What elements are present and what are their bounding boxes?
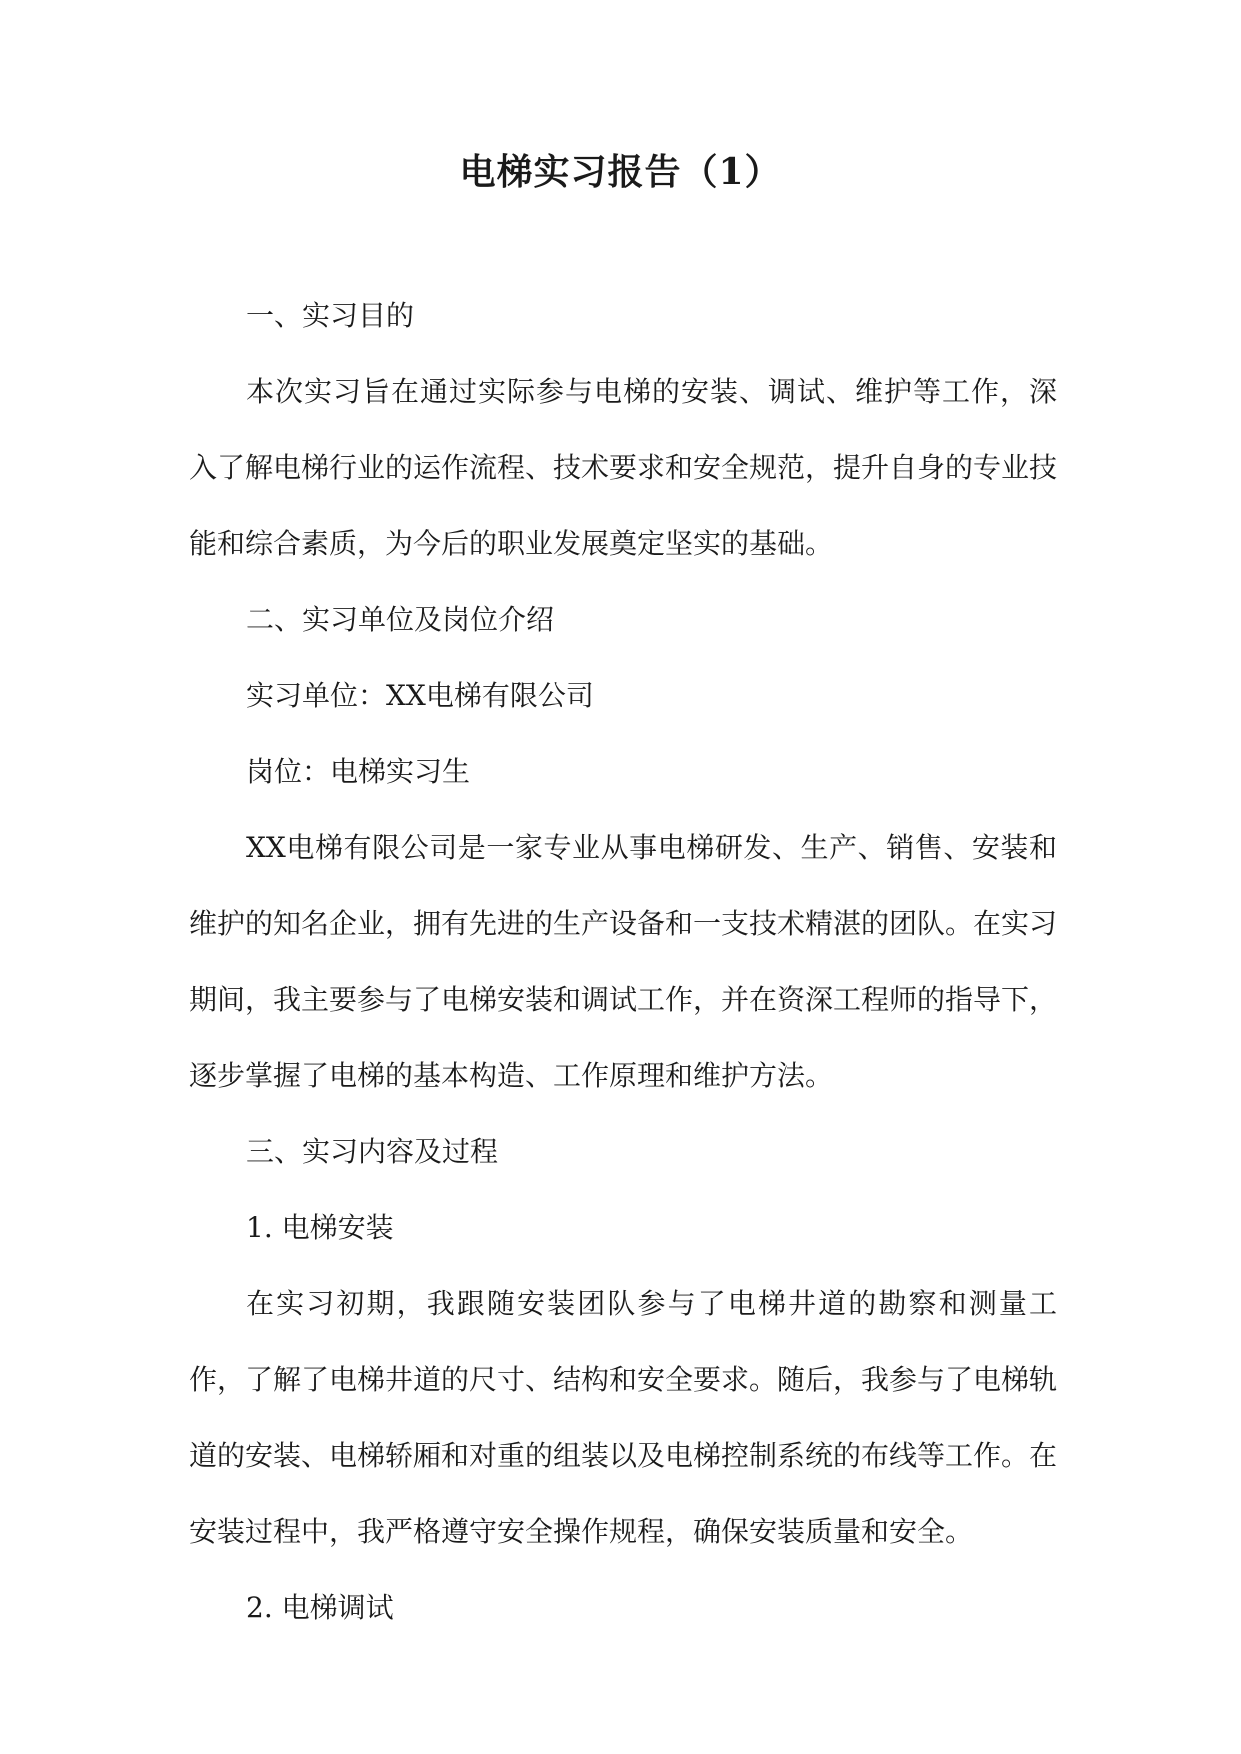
document-body [189,278,1057,1646]
subheading-debugging: 2. 电梯调试 [246,1591,394,1624]
paragraph-purpose: 本次实习旨在通过实际参与电梯的安装、调试、维护等工作，深入了解电梯行业的运作流程、技术要求和安全规范，提升自身的专业技能和综合素质，为今后的职业发展奠定坚实的基础。 [189,375,1058,560]
paragraph-installation: 在实习初期，我跟随安装团队参与了电梯井道的勘察和测量工作，了解了电梯井道的尺寸、结构和安全要求。随后，我参与了电梯轨道的安装、电梯轿厢和对重的组装以及电梯控制系统的布线等工作。在安装过程中，我严格遵守安全操作规程，确保安装质量和安全。 [189,1287,1058,1548]
paragraph-company: 实习单位：XX电梯有限公司 [246,679,594,712]
heading-section-3: 三、实习内容及过程 [246,1135,499,1168]
subheading-installation: 1. 电梯安装 [246,1211,394,1244]
heading-section-2: 二、实习单位及岗位介绍 [246,603,555,636]
document-title: 电梯实习报告（1） [459,151,782,193]
heading-section-1: 一、实习目的 [246,299,415,332]
paragraph-position: 岗位：电梯实习生 [246,755,471,788]
paragraph-company-intro: XX电梯有限公司是一家专业从事电梯研发、生产、销售、安装和维护的知名企业，拥有先进的生产设备和一支技术精湛的团队。在实习期间，我主要参与了电梯安装和调试工作，并在资深工程师的指导下，逐步掌握了电梯的基本构造、工作原理和维护方法。 [189,831,1058,1092]
